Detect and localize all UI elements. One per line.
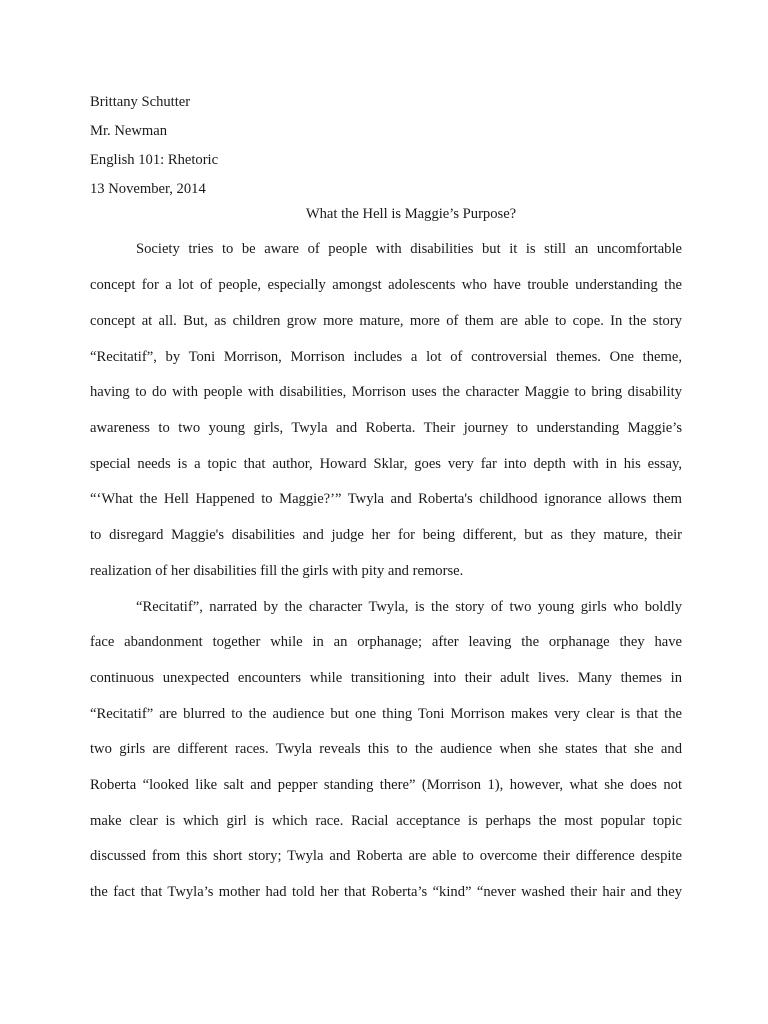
body-line: Roberta “looked like salt and pepper standing there” (Morrison 1), however, what she does not: [90, 777, 682, 793]
body-line: face abandonment together while in an orphanage; after leaving the orphanage they have: [90, 634, 682, 650]
body-line: continuous unexpected encounters while transitioning into their adult lives. Many themes in: [90, 670, 682, 686]
body-line: make clear is which girl is which race. Racial acceptance is perhaps the most popular topic: [90, 813, 682, 829]
body-line: discussed from this short story; Twyla and Roberta are able to overcome their difference despite: [90, 848, 682, 864]
body-line: the fact that Twyla’s mother had told her that Roberta’s “kind” “never washed their hair and they: [90, 884, 682, 900]
body-line: awareness to two young girls, Twyla and Roberta. Their journey to understanding Maggie’s: [90, 420, 682, 436]
body-line: special needs is a topic that author, Howard Sklar, goes very far into depth with in his essay,: [90, 456, 682, 472]
body-line: realization of her disabilities fill the girls with pity and remorse.: [90, 563, 464, 579]
body-line: to disregard Maggie's disabilities and judge her for being different, but as they mature, their: [90, 527, 682, 543]
course-name: English 101: Rhetoric: [90, 152, 219, 168]
body-line: having to do with people with disabilities, Morrison uses the character Maggie to bring disability: [90, 384, 682, 400]
body-line: “Recitatif”, by Toni Morrison, Morrison includes a lot of controversial themes. One theme,: [90, 349, 682, 365]
author-name: Brittany Schutter: [90, 94, 191, 110]
body-line: concept at all. But, as children grow more mature, more of them are able to cope. In the story: [90, 313, 682, 329]
body-line: concept for a lot of people, especially amongst adolescents who have trouble understanding the: [90, 277, 682, 293]
essay-title: What the Hell is Maggie’s Purpose?: [305, 206, 517, 222]
body-line: “‘What the Hell Happened to Maggie?’” Twyla and Roberta's childhood ignorance allows them: [90, 491, 682, 507]
body-line: “Recitatif”, narrated by the character Twyla, is the story of two young girls who boldly: [136, 599, 682, 615]
essay-date: 13 November, 2014: [90, 181, 206, 197]
body-line: two girls are different races. Twyla reveals this to the audience when she states that she and: [90, 741, 682, 757]
body-line: “Recitatif” are blurred to the audience but one thing Toni Morrison makes very clear is that the: [90, 706, 682, 722]
instructor-name: Mr. Newman: [90, 123, 168, 139]
body-line: Society tries to be aware of people with disabilities but it is still an uncomfortable: [136, 241, 682, 257]
